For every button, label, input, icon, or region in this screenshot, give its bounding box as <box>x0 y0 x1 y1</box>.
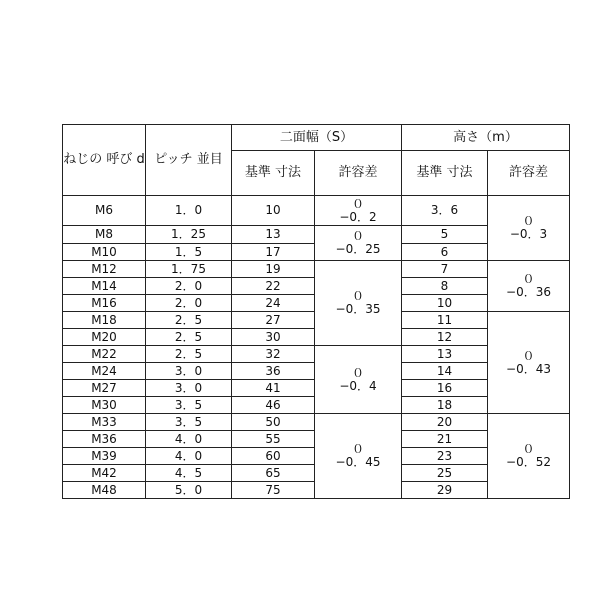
height-tolerance-cell: ０ −0．52 <box>488 414 570 499</box>
height-basic-cell: 16 <box>402 380 488 397</box>
height-basic-cell: 8 <box>402 278 488 295</box>
pitch-cell: 2．0 <box>146 278 232 295</box>
nominal-size-cell: M48 <box>63 482 146 499</box>
pitch-cell: 4．5 <box>146 465 232 482</box>
nominal-size-cell: M30 <box>63 397 146 414</box>
table-body <box>63 196 570 499</box>
nominal-size-cell: M8 <box>63 226 146 244</box>
pitch-cell: 3．0 <box>146 380 232 397</box>
pitch-cell: 2．5 <box>146 329 232 346</box>
height-basic-cell: 29 <box>402 482 488 499</box>
table-row <box>63 414 570 431</box>
height-basic-cell: 11 <box>402 312 488 329</box>
table-row <box>63 196 570 226</box>
pitch-cell: 1．5 <box>146 244 232 261</box>
width-tolerance-cell: ０ −0．4 <box>315 346 402 414</box>
header-width-tolerance: 許容差 <box>315 151 402 196</box>
nominal-size-cell: M33 <box>63 414 146 431</box>
width-basic-cell: 65 <box>232 465 315 482</box>
height-basic-cell: 6 <box>402 244 488 261</box>
width-basic-cell: 46 <box>232 397 315 414</box>
height-basic-cell: 5 <box>402 226 488 244</box>
pitch-cell: 2．5 <box>146 312 232 329</box>
width-basic-cell: 24 <box>232 295 315 312</box>
height-basic-cell: 14 <box>402 363 488 380</box>
nominal-size-cell: M27 <box>63 380 146 397</box>
nominal-size-cell: M18 <box>63 312 146 329</box>
pitch-cell: 1．75 <box>146 261 232 278</box>
pitch-cell: 2．5 <box>146 346 232 363</box>
width-basic-cell: 13 <box>232 226 315 244</box>
nominal-size-cell: M42 <box>63 465 146 482</box>
width-basic-cell: 60 <box>232 448 315 465</box>
width-basic-cell: 32 <box>232 346 315 363</box>
pitch-cell: 3．0 <box>146 363 232 380</box>
width-basic-cell: 55 <box>232 431 315 448</box>
nominal-size-cell: M22 <box>63 346 146 363</box>
width-basic-cell: 50 <box>232 414 315 431</box>
width-basic-cell: 27 <box>232 312 315 329</box>
nominal-size-cell: M16 <box>63 295 146 312</box>
width-basic-cell: 41 <box>232 380 315 397</box>
nominal-size-cell: M10 <box>63 244 146 261</box>
width-basic-cell: 22 <box>232 278 315 295</box>
nominal-size-cell: M20 <box>63 329 146 346</box>
nominal-size-cell: M39 <box>63 448 146 465</box>
height-tolerance-cell: ０ −0．43 <box>488 312 570 414</box>
nominal-size-cell: M14 <box>63 278 146 295</box>
nominal-size-cell: M6 <box>63 196 146 226</box>
pitch-cell: 2．0 <box>146 295 232 312</box>
header-height-tolerance: 許容差 <box>488 151 570 196</box>
width-tolerance-cell: ０ −0．25 <box>315 226 402 261</box>
table-row <box>63 261 570 278</box>
height-basic-cell: 10 <box>402 295 488 312</box>
height-basic-cell: 3．6 <box>402 196 488 226</box>
header-width-across-flats: 二面幅（S） <box>232 125 402 151</box>
height-basic-cell: 13 <box>402 346 488 363</box>
pitch-cell: 4．0 <box>146 431 232 448</box>
pitch-cell: 4．0 <box>146 448 232 465</box>
width-basic-cell: 36 <box>232 363 315 380</box>
header-nominal-diameter: ねじの 呼び d <box>63 125 146 196</box>
height-tolerance-cell: ０ −0．3 <box>488 196 570 261</box>
width-tolerance-cell: ０ −0．45 <box>315 414 402 499</box>
pitch-cell: 5．0 <box>146 482 232 499</box>
width-tolerance-cell: ０ −0．2 <box>315 196 402 226</box>
nominal-size-cell: M12 <box>63 261 146 278</box>
width-basic-cell: 17 <box>232 244 315 261</box>
height-basic-cell: 12 <box>402 329 488 346</box>
width-basic-cell: 30 <box>232 329 315 346</box>
width-basic-cell: 10 <box>232 196 315 226</box>
height-basic-cell: 18 <box>402 397 488 414</box>
height-basic-cell: 20 <box>402 414 488 431</box>
height-basic-cell: 25 <box>402 465 488 482</box>
nominal-size-cell: M24 <box>63 363 146 380</box>
height-basic-cell: 21 <box>402 431 488 448</box>
height-basic-cell: 7 <box>402 261 488 278</box>
pitch-cell: 1．25 <box>146 226 232 244</box>
width-basic-cell: 75 <box>232 482 315 499</box>
header-width-basic: 基準 寸法 <box>232 151 315 196</box>
width-basic-cell: 19 <box>232 261 315 278</box>
height-tolerance-cell: ０ −0．36 <box>488 261 570 312</box>
pitch-cell: 3．5 <box>146 414 232 431</box>
header-height: 高さ（m） <box>402 125 570 151</box>
pitch-cell: 3．5 <box>146 397 232 414</box>
pitch-cell: 1．0 <box>146 196 232 226</box>
nut-dimension-table <box>62 124 570 499</box>
header-height-basic: 基準 寸法 <box>402 151 488 196</box>
width-tolerance-cell: ０ −0．35 <box>315 261 402 346</box>
nominal-size-cell: M36 <box>63 431 146 448</box>
height-basic-cell: 23 <box>402 448 488 465</box>
header-pitch: ピッチ 並目 <box>146 125 232 196</box>
